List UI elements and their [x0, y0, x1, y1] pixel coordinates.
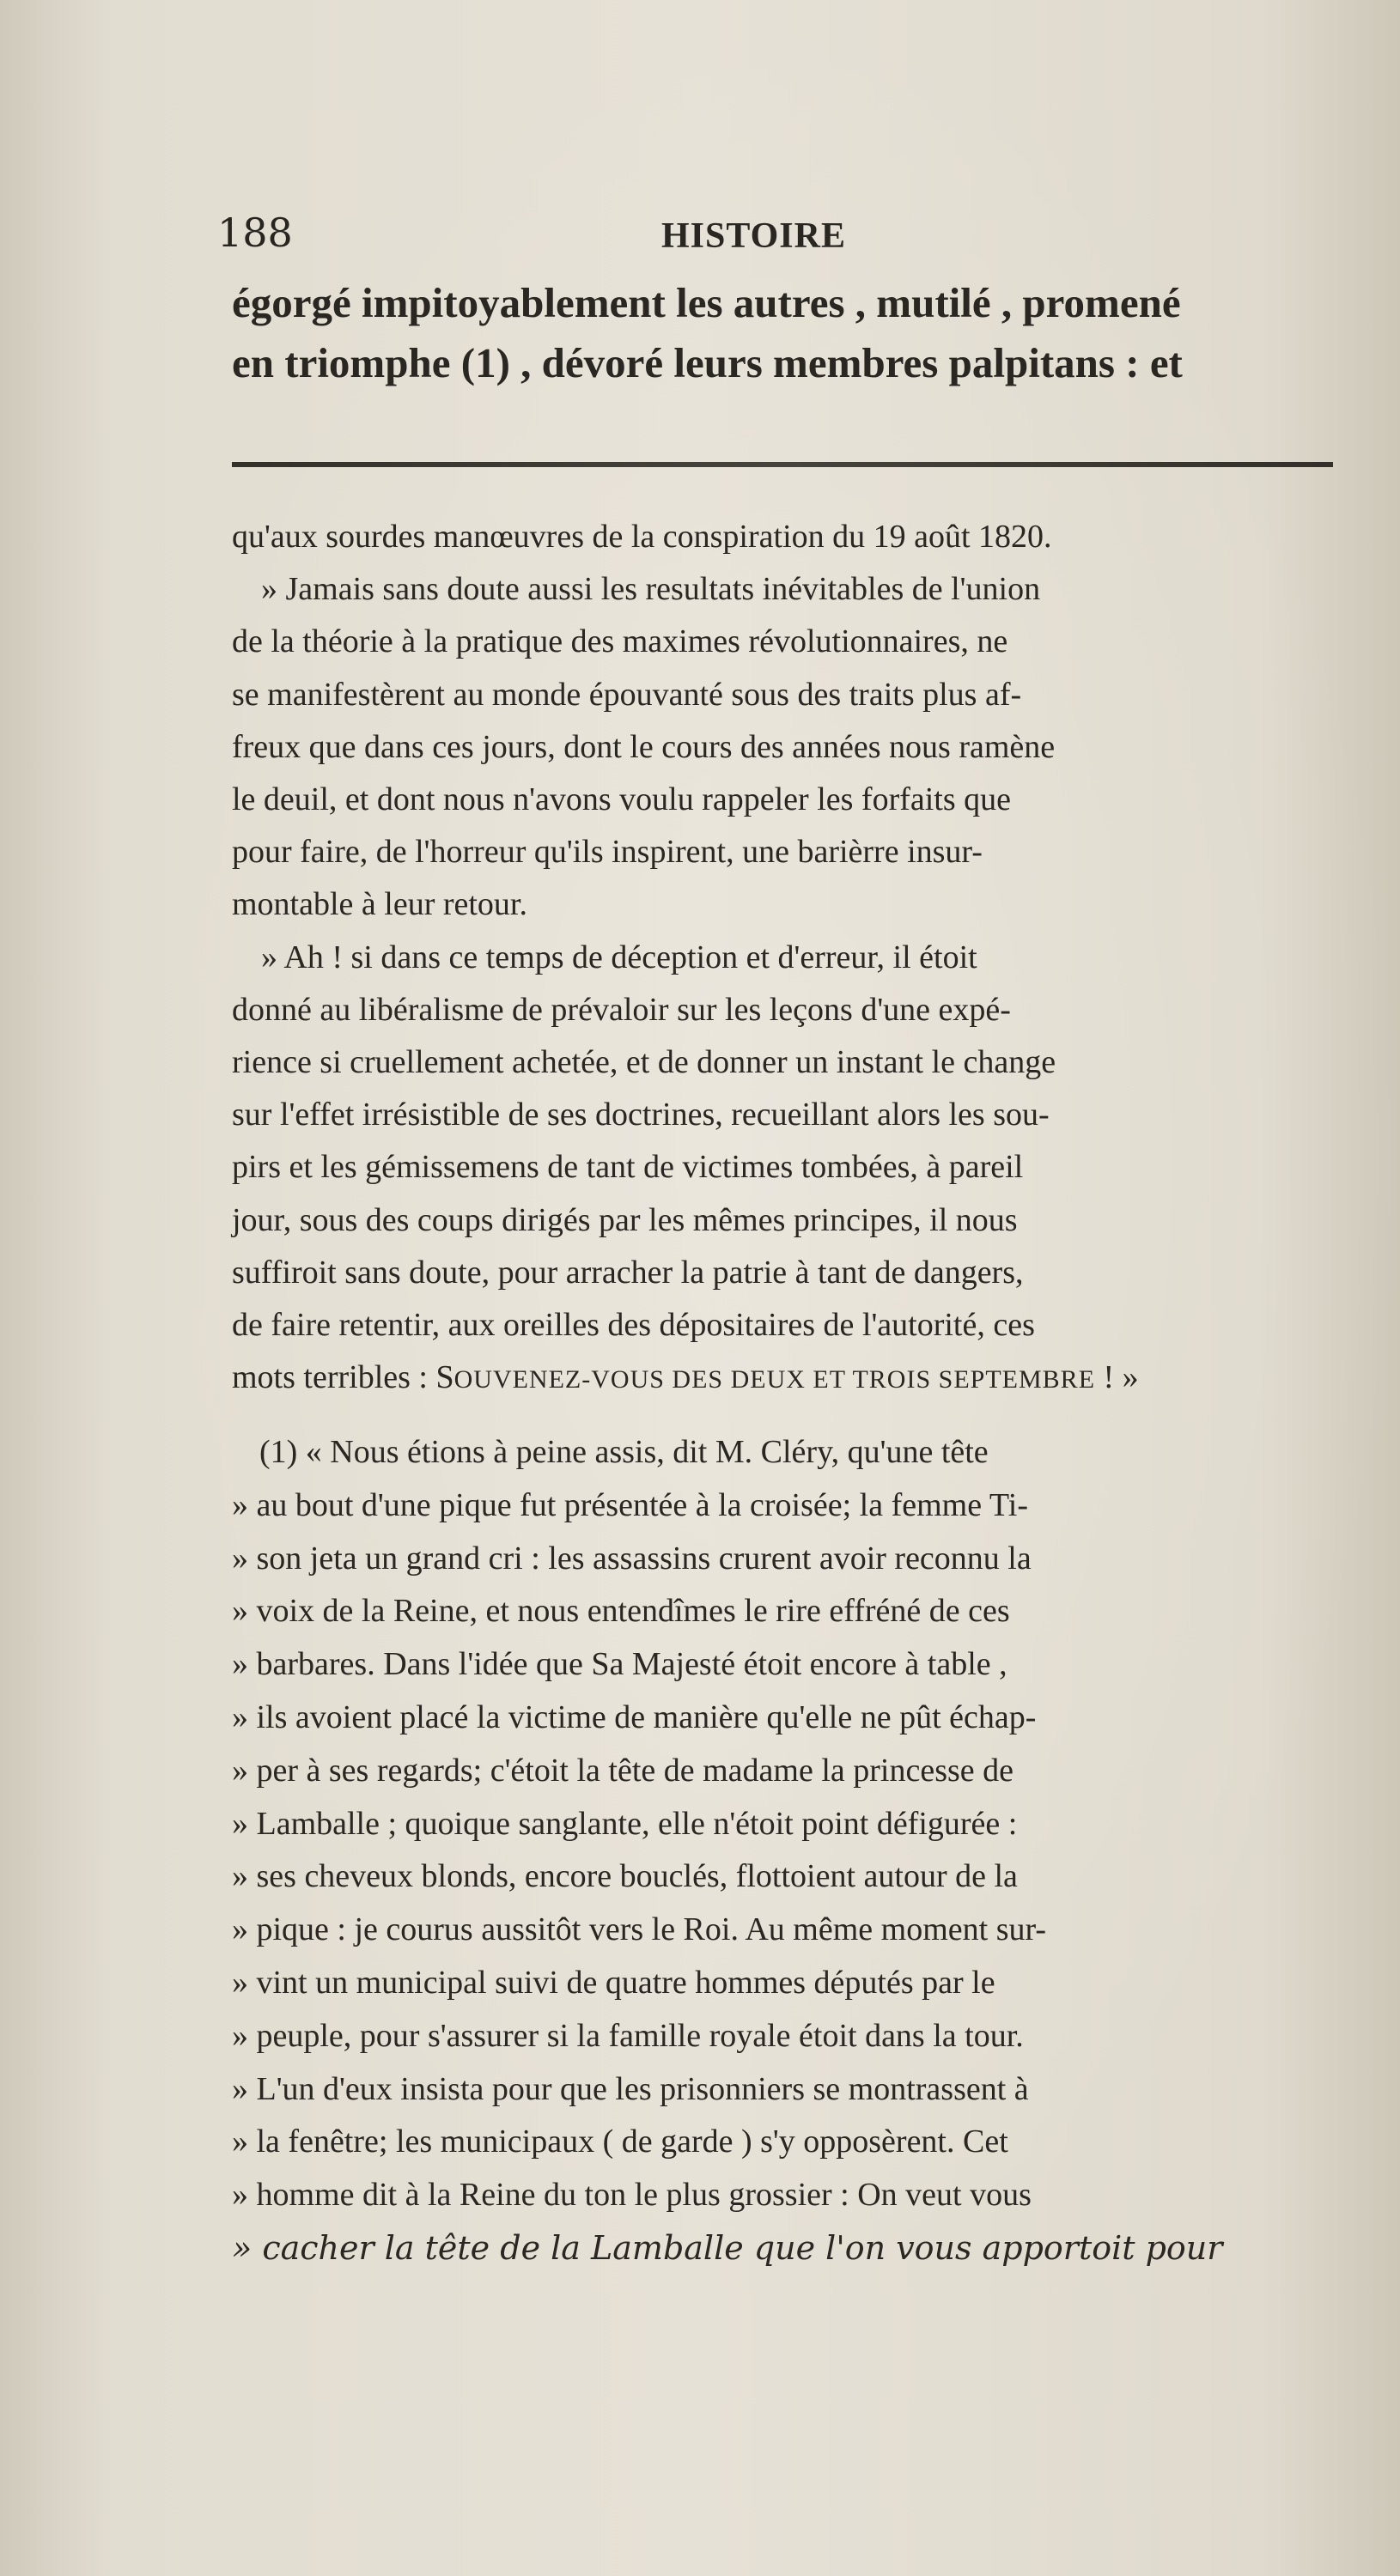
notes-block [232, 511, 1348, 1406]
main-text [232, 273, 1348, 393]
note-line: montable à leur retour. [232, 886, 527, 923]
note-line: pirs et les gémissemens de tant de victimes tombées, à pareil [232, 1149, 1024, 1186]
footnote-line: » peuple, pour s'assurer si la famille royale étoit dans la tour. [232, 2017, 1024, 2054]
page-header [0, 0, 1400, 258]
note-last-line [232, 1352, 1348, 1406]
footnote-block [232, 1426, 1348, 2275]
footnote-line: » ses cheveux blonds, encore bouclés, flottoient autour de la [232, 1858, 1018, 1895]
footnote-line: » la fenêtre; les municipaux ( de garde ) s'y opposèrent. Cet [232, 2123, 1008, 2160]
main-text-line: égorgé impitoyablement les autres , mutilé , promené [232, 279, 1181, 326]
note-line: de la théorie à la pratique des maximes révolutionnaires, ne [232, 623, 1008, 660]
note-line: suffiroit sans doute, pour arracher la patrie à tant de dangers, [232, 1254, 1024, 1291]
note-line: jour, sous des coups dirigés par les mêmes principes, il nous [232, 1201, 1018, 1238]
note-line: » Ah ! si dans ce temps de déception et d'erreur, il étoit [261, 939, 977, 975]
footnote-line: » barbares. Dans l'idée que Sa Majesté étoit encore à table , [232, 1646, 1007, 1683]
footnote-line: » pique : je courus aussitôt vers le Roi. Au même moment sur- [232, 1911, 1047, 1948]
separator-rule [232, 462, 1333, 467]
footnote-line: (1) « Nous étions à peine assis, dit M. Cléry, qu'une tête [259, 1434, 989, 1470]
footnote-line-italic: » cacher la tête de la Lamballe que l'on vous apportoit pour [232, 2228, 1223, 2267]
footnote-line: » voix de la Reine, et nous entendîmes le rire effréné de ces [232, 1593, 1010, 1630]
note-line: sur l'effet irrésistible de ses doctrines, recueillant alors les sou- [232, 1097, 1050, 1133]
footnote-line: » au bout d'une pique fut présentée à la croisée; la femme Ti- [232, 1486, 1029, 1523]
footnote-line: » homme dit à la Reine du ton le plus grossier : On veut vous [232, 2177, 1032, 2214]
note-line: qu'aux sourdes manœuvres de la conspiration du 19 août 1820. [232, 519, 1052, 555]
note-line: pour faire, de l'horreur qu'ils inspirent, une barièrre insur- [232, 834, 983, 871]
note-line: se manifestèrent au monde épouvanté sous des traits plus af- [232, 676, 1022, 713]
note-line: rience si cruellement achetée, et de donner un instant le change [232, 1044, 1056, 1081]
footnote-line: » son jeta un grand cri : les assassins crurent avoir reconnu la [232, 1540, 1032, 1577]
footnote-line: » per à ses regards; c'étoit la tête de madame la princesse de [232, 1752, 1013, 1789]
note-line: donné au libéralisme de prévaloir sur les leçons d'une expé- [232, 991, 1011, 1028]
footnote-line: » Lamballe ; quoique sanglante, elle n'étoit point défigurée : [232, 1805, 1018, 1842]
note-last-prefix: mots terribles : S [232, 1359, 454, 1396]
footnote-line: » L'un d'eux insista pour que les prisonniers se montrassent à [232, 2070, 1029, 2107]
note-line: » Jamais sans doute aussi les resultats inévitables de l'union [261, 571, 1041, 608]
note-line: le deuil, et dont nous n'avons voulu rappeler les forfaits que [232, 781, 1012, 818]
note-line: de faire retentir, aux oreilles des dépositaires de l'autorité, ces [232, 1307, 1035, 1344]
footnote-line: » vint un municipal suivi de quatre hommes députés par le [232, 1964, 995, 2001]
page-number: 188 [217, 210, 293, 256]
note-small-caps: OUVENEZ-VOUS DES DEUX ET TROIS SEPTEMBRE [453, 1365, 1096, 1394]
note-line: freux que dans ces jours, dont le cours des années nous ramène [232, 728, 1056, 765]
running-head: HISTOIRE [661, 216, 846, 256]
main-text-line: en triomphe (1) , dévoré leurs membres palpitans : et [232, 339, 1183, 386]
note-last-suffix: ! » [1095, 1359, 1139, 1396]
footnote-line: » ils avoient placé la victime de manière qu'elle ne pût échap- [232, 1698, 1037, 1735]
